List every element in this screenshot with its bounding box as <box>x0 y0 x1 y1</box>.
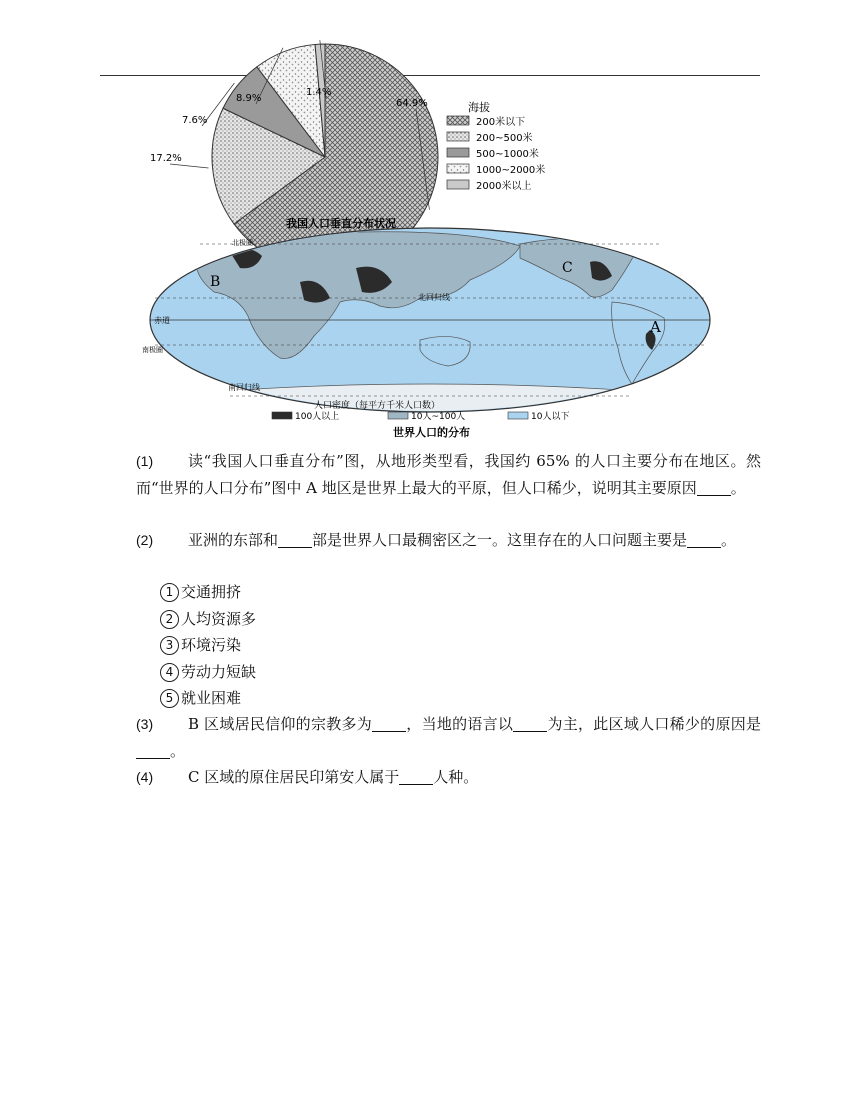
pie-legend-swatch <box>447 164 469 173</box>
pie-legend-item: 1000~2000米 <box>476 165 546 176</box>
map-legend-title: 人口密度（每平方千米人口数） <box>314 401 441 411</box>
answer-blank[interactable] <box>372 715 406 732</box>
pie-data-label: 17.2% <box>150 153 182 164</box>
option-text: 环境污染 <box>181 636 242 654</box>
option-number: 5 <box>160 689 179 708</box>
option-text: 劳动力短缺 <box>181 662 257 681</box>
label-arctic-circle: 北极圈 <box>232 239 253 247</box>
figures <box>0 0 860 450</box>
pie-data-label: 1.4% <box>306 87 332 98</box>
world-map <box>142 228 710 420</box>
pie-legend-swatch <box>447 180 469 189</box>
answer-blank[interactable] <box>399 768 433 785</box>
region-label-a: A <box>650 318 661 336</box>
question-4-text: C 区域的原住居民印第安人属于 <box>188 768 400 786</box>
option-number: 3 <box>160 636 179 655</box>
option-text: 交通拥挤 <box>181 583 242 601</box>
option-number: 2 <box>160 610 179 629</box>
map-legend <box>272 410 569 422</box>
pie-legend-swatch <box>447 132 469 141</box>
option-item <box>160 579 241 605</box>
region-label-c: C <box>562 260 573 276</box>
map-legend-swatch <box>508 412 528 419</box>
question-3-text: B 区域居民信仰的宗教多为 <box>188 715 373 733</box>
pie-data-label: 64.9% <box>396 98 428 109</box>
map-legend-item: 10人~100人 <box>411 412 466 422</box>
question-1: (1) 读“我国人口垂直分布”图，从地形类型看，我国约 65% 的人口主要分布在地区。然而“世界的人口分布”图中 A 地区是世界上最大的平原，但人口稀少，说明其主要原因 。 <box>136 448 761 501</box>
label-tropic-cancer: 北回归线 <box>418 293 450 302</box>
answer-blank[interactable] <box>278 531 312 548</box>
map-legend-item: 10人以下 <box>531 412 570 422</box>
answer-blank[interactable] <box>513 715 547 732</box>
label-equator: 赤道 <box>154 316 170 325</box>
map-legend-swatch <box>388 412 408 419</box>
option-item <box>160 606 256 632</box>
map-title: 世界人口的分布 <box>393 426 470 439</box>
pie-legend-item: 200米以下 <box>476 117 526 128</box>
question-4-number: (4) <box>136 769 154 785</box>
option-number: 4 <box>160 663 179 682</box>
answer-blank[interactable] <box>136 742 170 759</box>
pie-legend-swatch <box>447 148 469 157</box>
pie-data-label: 8.9% <box>236 93 262 104</box>
pie-data-label: 7.6% <box>182 115 208 126</box>
option-item <box>160 632 241 658</box>
map-legend-swatch <box>272 412 292 419</box>
question-4: (4) C 区域的原住居民印第安人属于 人种。 <box>136 764 761 791</box>
pie-legend-item: 500~1000米 <box>476 149 539 160</box>
question-2-text: 亚洲的东部和 <box>188 531 279 549</box>
pie-legend-swatch <box>447 116 469 125</box>
question-1-number: (1) <box>136 453 154 469</box>
label-antarctic-circle: 南极圈 <box>142 346 163 354</box>
option-item <box>160 685 241 711</box>
option-text: 就业困难 <box>181 689 242 707</box>
option-item <box>160 659 256 685</box>
option-text: 人均资源多 <box>181 609 257 628</box>
label-tropic-capricorn: 南回归线 <box>228 383 260 392</box>
pie-title: 我国人口垂直分布状况 <box>286 217 396 230</box>
option-number: 1 <box>160 583 179 602</box>
pie-legend-title: 海拔 <box>468 101 490 114</box>
answer-blank[interactable] <box>687 531 721 548</box>
question-2: (2) 亚洲的东部和 部是世界人口最稠密区之一。这里存在的人口问题主要是 。 <box>136 527 761 554</box>
pie-legend-item: 200~500米 <box>476 133 533 144</box>
pie-legend <box>447 115 545 192</box>
pie-legend-item: 2000米以上 <box>476 181 532 192</box>
answer-blank[interactable] <box>697 479 731 496</box>
question-3: (3) B 区域居民信仰的宗教多为 ，当地的语言以 为主，此区域人口稀少的原因是。 <box>136 711 761 764</box>
map-legend-item: 100人以上 <box>295 412 340 422</box>
region-label-b: B <box>210 274 221 290</box>
question-3-number: (3) <box>136 716 154 732</box>
question-1-text: 读“我国人口垂直分布”图，从地形类型看，我国约 65% 的人口主要分布在地区。然而“世界的人口分布”图中 A 地区是世界上最大的平原，但人口稀少，说明其主要原因 <box>136 452 761 497</box>
question-2-number: (2) <box>136 532 154 548</box>
